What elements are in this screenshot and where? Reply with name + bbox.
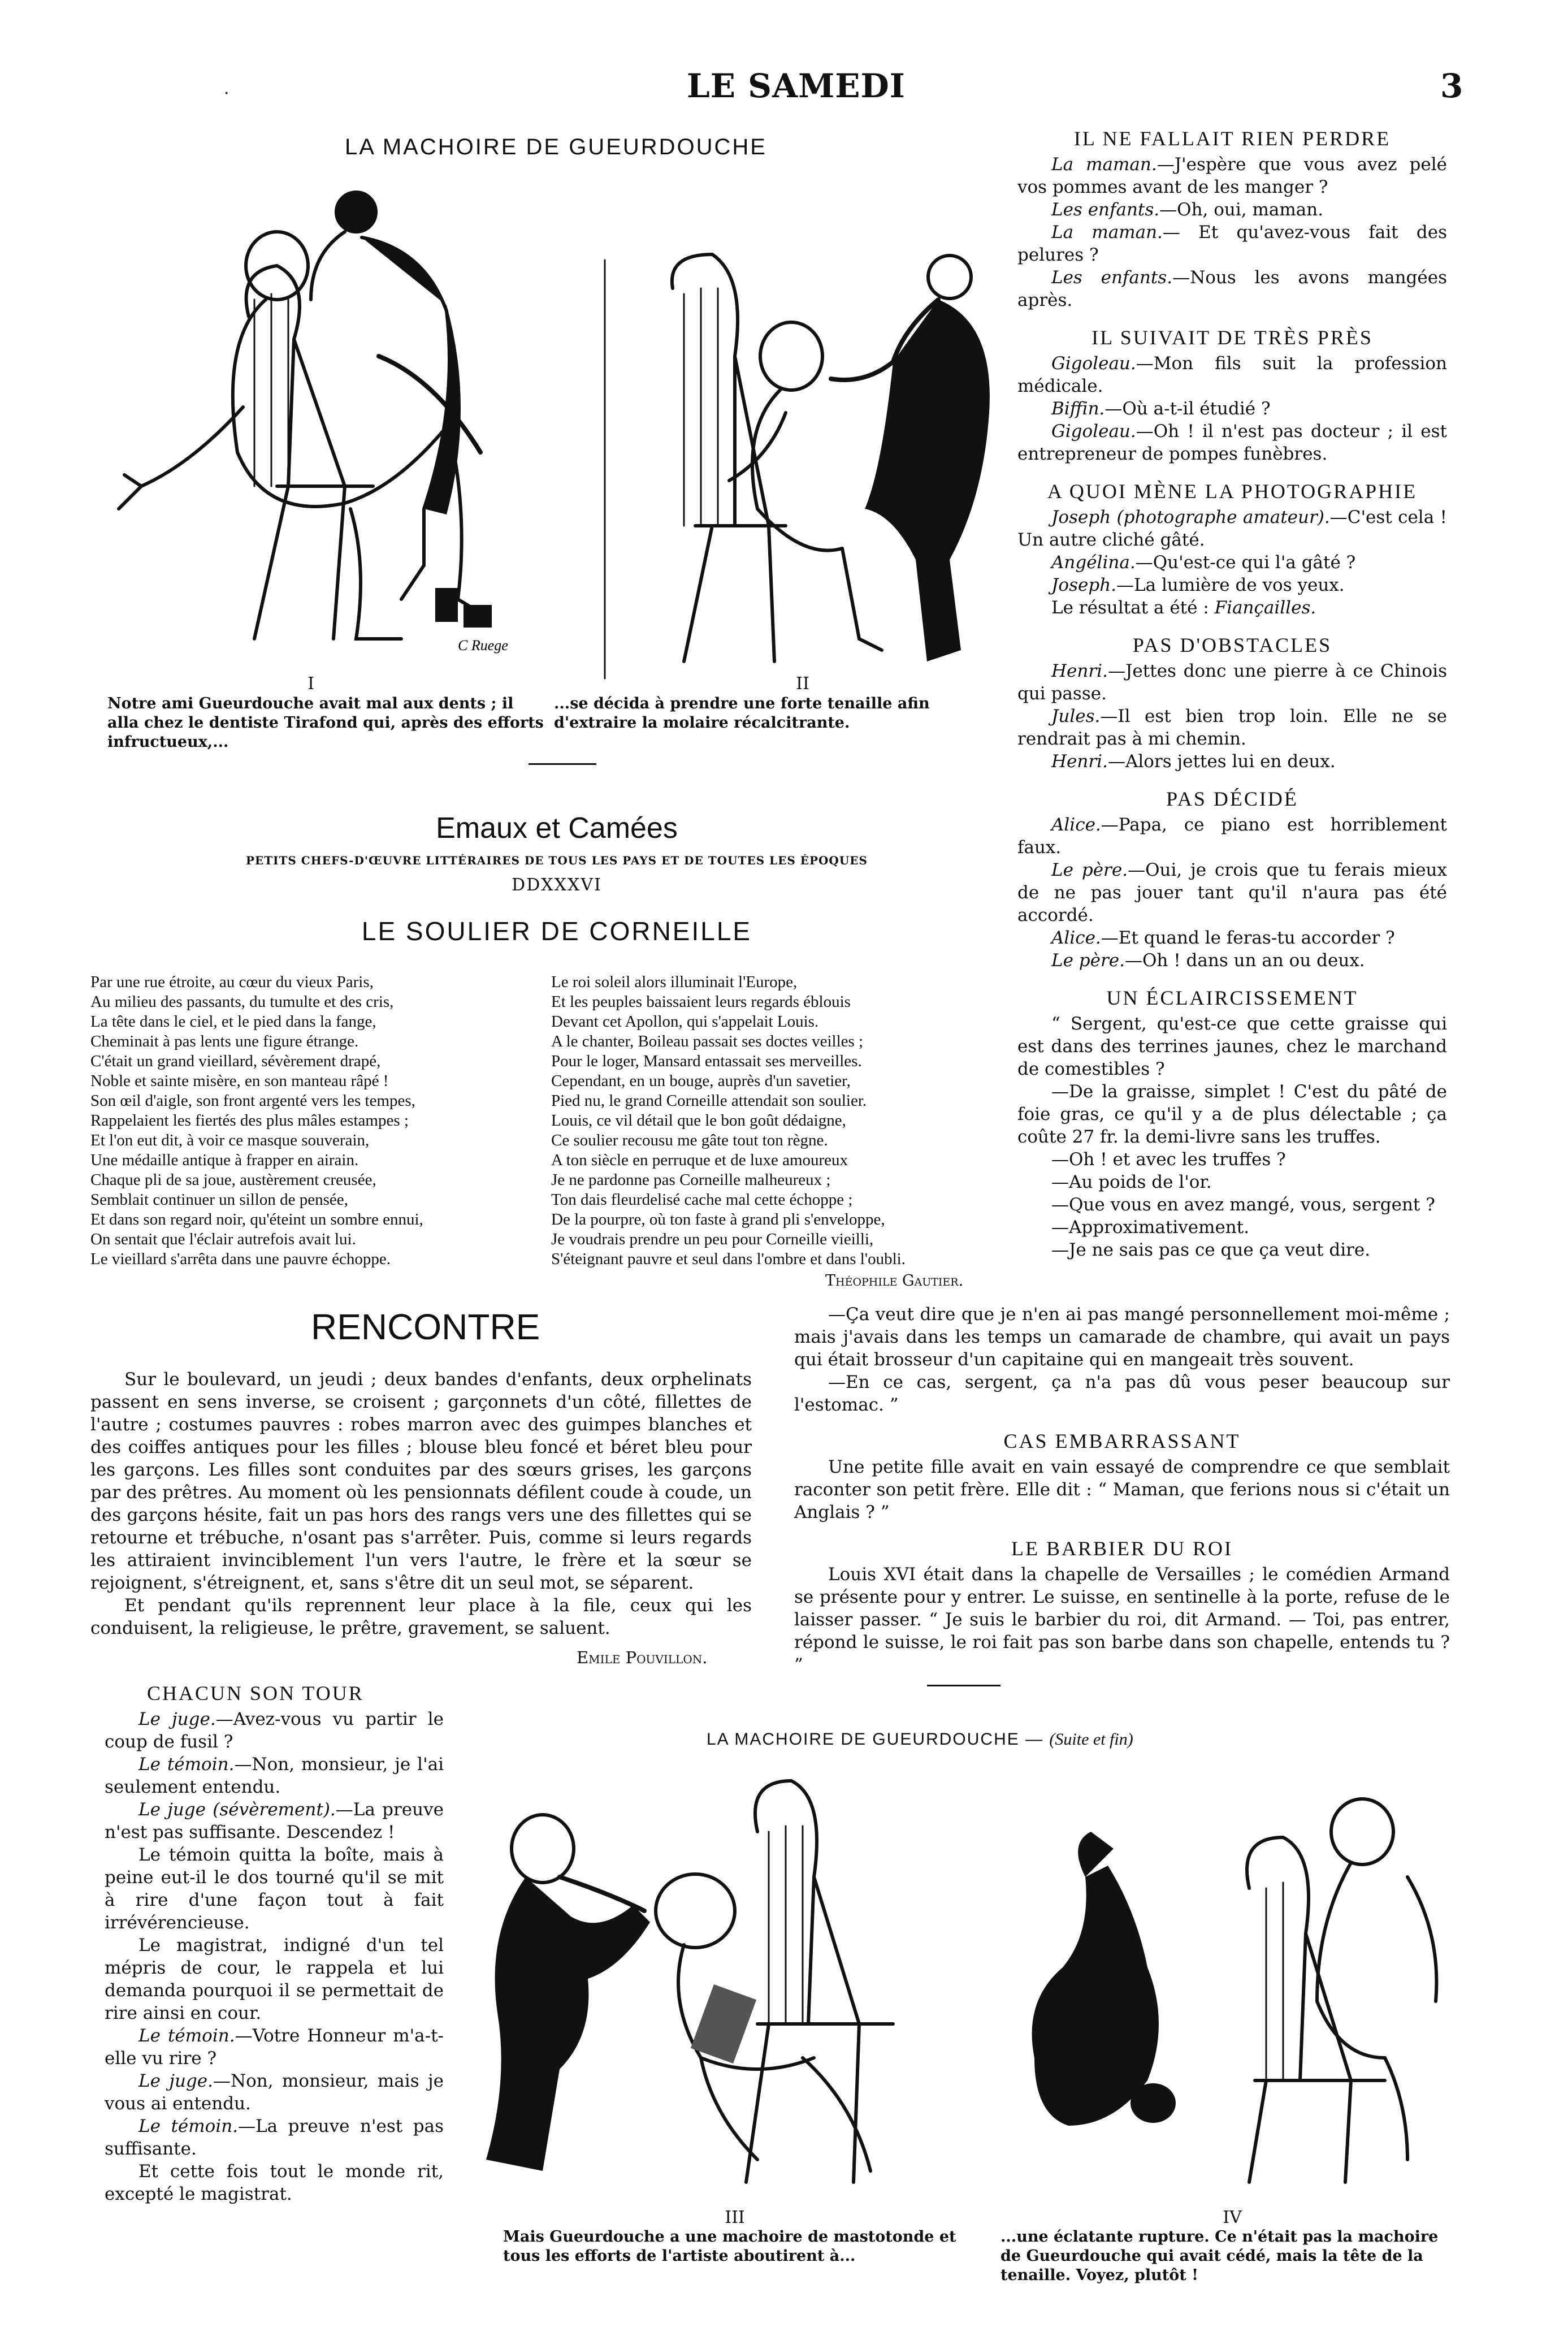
dialogue-line: La maman.—J'espère que vous avez pelé vos pommes avant de les manger ? bbox=[1017, 154, 1447, 197]
bottom-comic-title-note: (Suite et fin) bbox=[1049, 1730, 1133, 1749]
rencontre-title: RENCONTRE bbox=[311, 1307, 540, 1347]
panel-1-caption: Notre ami Gueurdouche avait mal aux dents ; il alla chez le dentiste Tirafond qui, après des efforts infructueux,... bbox=[107, 695, 544, 751]
dialogue-line: Les enfants.—Oh, oui, maman. bbox=[1051, 200, 1324, 220]
dialogue-line: Le résultat a été : Fiançailles. bbox=[1051, 598, 1316, 618]
dialogue-line: —Oh ! et avec les truffes ? bbox=[1051, 1149, 1286, 1170]
section-title: UN ÉCLAIRCISSEMENT bbox=[1106, 987, 1358, 1009]
dialogue-line: Gigoleau.—Mon fils suit la profession médicale. bbox=[1017, 353, 1447, 396]
newspaper-title: LE SAMEDI bbox=[687, 67, 906, 105]
poem-author: Théophile Gautier. bbox=[825, 1272, 964, 1290]
poem-line: Le roi soleil alors illuminait l'Europe, bbox=[551, 973, 798, 991]
stray-mark: · bbox=[224, 84, 229, 103]
dialogue-line: Alice.—Papa, ce piano est horriblement faux. bbox=[1017, 815, 1447, 858]
poem-line: Je ne pardonne pas Corneille malheureux ; bbox=[551, 1171, 831, 1189]
dialogue-line: —En ce cas, sergent, ça n'a pas dû vous peser beaucoup sur l'estomac. ” bbox=[794, 1372, 1450, 1415]
dialogue-line: Alice.—Et quand le feras-tu accorder ? bbox=[1051, 928, 1395, 948]
panel-2-caption: ...se décida à prendre une forte tenaille afin d'extraire la molaire récalcitrante. bbox=[554, 695, 930, 732]
poem-line: On sentait que l'éclair autrefois avait lui. bbox=[90, 1230, 356, 1248]
section-title: CAS EMBARRASSANT bbox=[1003, 1430, 1241, 1452]
comic-panel-1 bbox=[107, 170, 560, 661]
dialogue-line: —Approximativement. bbox=[1051, 1217, 1250, 1238]
section-title: PAS DÉCIDÉ bbox=[1166, 788, 1298, 810]
poem-line: A ton siècle en perruque et de luxe amoureux bbox=[551, 1151, 848, 1169]
panel-3-caption: Mais Gueurdouche a une machoire de mastotonde et tous les efforts de l'artiste aboutirent à... bbox=[503, 2228, 956, 2265]
panel-1-number: I bbox=[307, 674, 314, 694]
poem-line: Semblait continuer un sillon de pensée, bbox=[90, 1191, 348, 1209]
poem-line: Et dans son regard noir, qu'éteint un sombre ennui, bbox=[90, 1210, 423, 1228]
poem-line: Une médaille antique à frapper en airain. bbox=[90, 1151, 359, 1169]
poem-line: Le vieillard s'arrêta dans une pauvre échoppe. bbox=[90, 1250, 391, 1268]
poem-line: La tête dans le ciel, et le pied dans la fange, bbox=[90, 1013, 376, 1031]
poem-line: Cheminait à pas lents une figure étrange. bbox=[90, 1032, 359, 1050]
poem-line: De la pourpre, où ton faste à grand pli s'enveloppe, bbox=[551, 1210, 885, 1228]
bottom-comic-title-text: LA MACHOIRE DE GUEURDOUCHE — bbox=[707, 1730, 1044, 1749]
poem-column-1 bbox=[90, 972, 543, 1269]
dialogue-line: Le père.—Oh ! dans un an ou deux. bbox=[1051, 950, 1365, 971]
poem-line: Ce soulier recousu me gâte tout ton règne. bbox=[551, 1131, 828, 1149]
poem-line: Pour le loger, Mansard entassait ses merveilles. bbox=[551, 1052, 862, 1070]
dialogue-line: Le témoin quitta la boîte, mais à peine eut-il le dos tourné qu'il se mit à rire d'une façon tout à fait irrévérencieuse. bbox=[105, 1845, 444, 1933]
anecdote-text: Louis XVI était dans la chapelle de Versailles ; le comédien Armand se présente pour y entrer. Le suisse, en sentinelle à la porte, refuse de le laisser passer. “ Je suis le barbier du roi, dit Armand. — Toi, pas entrer, répond le suisse, le roi fait pas son barbe dans son chapelle, entends tu ? ” bbox=[794, 1564, 1450, 1675]
poem-line: Cependant, en un bouge, auprès d'un savetier, bbox=[551, 1072, 851, 1090]
divider bbox=[529, 763, 596, 765]
page-number: 3 bbox=[1440, 67, 1463, 105]
section-title: A QUOI MÈNE LA PHOTOGRAPHIE bbox=[1047, 480, 1418, 503]
panel-3-number: III bbox=[725, 2208, 745, 2227]
panel-4-caption: ...une éclatante rupture. Ce n'était pas la machoire de Gueurdouche qui avait cédé, mais la tête de la tenaille. Voyez, plutôt ! bbox=[1000, 2228, 1439, 2284]
section-title: LE BARBIER DU ROI bbox=[1011, 1537, 1233, 1560]
section-title: IL SUIVAIT DE TRÈS PRÈS bbox=[1091, 326, 1373, 349]
section-title: CHACUN SON TOUR bbox=[147, 1682, 364, 1705]
poem-line: Et les peuples baissaient leurs regards éblouis bbox=[551, 993, 851, 1011]
dialogue-line: —Au poids de l'or. bbox=[1051, 1172, 1212, 1192]
right-column-continued bbox=[794, 1303, 1450, 1676]
emaux-number: DDXXXVI bbox=[512, 875, 602, 895]
poem-line: Je voudrais prendre un peu pour Corneille vieilli, bbox=[551, 1230, 874, 1248]
dialogue-line: “ Sergent, qu'est-ce que cette graisse qui est dans des terrines jaunes, chez le marchand de comestibles ? bbox=[1017, 1014, 1447, 1079]
poem-column-2 bbox=[551, 972, 1015, 1269]
anecdote-text: Une petite fille avait en vain essayé de comprendre ce que semblait raconter son petit frère. Elle dit : “ Maman, que ferions nous si c'était un Anglais ? ” bbox=[794, 1457, 1450, 1522]
chacun-son-tour bbox=[105, 1682, 444, 2205]
poem-line: Au milieu des passants, du tumulte et des cris, bbox=[90, 993, 394, 1011]
dialogue-line: Joseph (photographe amateur).—C'est cela ! Un autre cliché gâté. bbox=[1017, 507, 1447, 550]
section-title: PAS D'OBSTACLES bbox=[1132, 634, 1332, 656]
bottom-comic-title bbox=[707, 1730, 1133, 1749]
poem-line: Ton dais fleurdelisé cache mal cette échoppe ; bbox=[551, 1191, 853, 1209]
dialogue-line: Henri.—Alors jettes lui en deux. bbox=[1051, 751, 1336, 772]
dialogue-line: Le magistrat, indigné d'un tel mépris de cour, le rappela et lui demanda pourquoi il se permettait de rire ainsi en cour. bbox=[105, 1935, 444, 2023]
rencontre-text bbox=[90, 1368, 752, 1639]
poem-line: A le chanter, Boileau passait ses doctes veilles ; bbox=[551, 1032, 864, 1050]
dialogue-line: Le témoin.—Votre Honneur m'a-t-elle vu rire ? bbox=[105, 2026, 444, 2069]
dialogue-line: Le juge.—Avez-vous vu partir le coup de fusil ? bbox=[105, 1709, 444, 1752]
divider bbox=[927, 1685, 1000, 1686]
dialogue-line: Henri.—Jettes donc une pierre à ce Chinois qui passe. bbox=[1017, 661, 1447, 704]
dialogue-line: Angélina.—Qu'est-ce qui l'a gâté ? bbox=[1051, 552, 1356, 573]
poem-title: LE SOULIER DE CORNEILLE bbox=[361, 916, 752, 946]
rencontre-paragraph: Sur le boulevard, un jeudi ; deux bandes d'enfants, deux orphelinats passent en sens inverse, se croisent ; garçonnets d'un côté, fillettes de l'autre ; costumes pauvres : robes marron avec des guimpes blanches et des coiffes antiques pour les filles ; blouse bleu foncé et béret bleu pour les garçons. Les filles sont conduites par des sœurs grises, les garçons par des prêtres. Au moment où les pensionnats défilent coude à coude, un des garçons hésite, fait un pas hors des rangs vers une des fillettes qui se retourne et trébuche, n'osant pas s'arrêter. Puis, comme si leurs regards les attiraient invinciblement l'un vers l'autre, le frère et la sœur se rejoignent, s'étreignent, et, sans s'être dit un seul mot, se séparent. bbox=[90, 1369, 752, 1593]
right-column bbox=[1017, 127, 1447, 1261]
poem-line: Son œil d'aigle, son front argenté vers les tempes, bbox=[90, 1092, 415, 1110]
poem-line: Louis, ce vil détail que le bon goût dédaigne, bbox=[551, 1111, 846, 1130]
dialogue-line: Biffin.—Où a-t-il étudié ? bbox=[1051, 399, 1271, 419]
dialogue-line: —Je ne sais pas ce que ça veut dire. bbox=[1051, 1240, 1371, 1260]
poem-line: Noble et sainte misère, en son manteau râpé ! bbox=[90, 1072, 389, 1090]
dialogue-line: Jules.—Il est bien trop loin. Elle ne se rendrait pas à mi chemin. bbox=[1017, 706, 1447, 749]
dialogue-line: Joseph.—La lumière de vos yeux. bbox=[1051, 575, 1345, 595]
poem-line: Chaque pli de sa joue, austèrement creusée, bbox=[90, 1171, 376, 1189]
poem-line: Devant cet Apollon, qui s'appelait Louis. bbox=[551, 1013, 819, 1031]
dialogue-line: —De la graisse, simplet ! C'est du pâté de foie gras, ce qu'il y a de plus délectable ; ça coûte 27 fr. la demi-livre sans les truffes. bbox=[1017, 1082, 1447, 1147]
dialogue-line: —Ça veut dire que je n'en ai pas mangé personnellement moi-même ; mais j'avais dans les temps un camarade de chambre, qui avait un pays qui était brosseur d'un capitaine qui en mangeait très souvent. bbox=[794, 1304, 1450, 1370]
poem-line: Pied nu, le grand Corneille attendait son soulier. bbox=[551, 1092, 867, 1110]
poem-line: S'éteignant pauvre et seul dans l'ombre et dans l'oubli. bbox=[551, 1250, 906, 1268]
dialogue-line: Le témoin.—La preuve n'est pas suffisante. bbox=[105, 2116, 444, 2159]
comic-panel-3 bbox=[464, 1764, 972, 2205]
dialogue-line: —Que vous en avez mangé, vous, sergent ? bbox=[1051, 1195, 1435, 1215]
dialogue-line: La maman.— Et qu'avez-vous fait des pelures ? bbox=[1017, 222, 1447, 265]
poem-line: Rappelaient les fiertés des plus mâles estampes ; bbox=[90, 1111, 409, 1130]
dialogue-line: Et cette fois tout le monde rit, excepté le magistrat. bbox=[105, 2161, 444, 2204]
dialogue-line: Le père.—Oui, je crois que tu ferais mieux de ne pas jouer tant qu'il n'aura pas été accordé. bbox=[1017, 860, 1447, 925]
rencontre-author: Emile Pouvillon. bbox=[577, 1648, 708, 1667]
panel-4-number: IV bbox=[1223, 2208, 1242, 2227]
poem-line: Et l'on eut dit, à voir ce masque souverain, bbox=[90, 1131, 370, 1149]
poem-line: C'était un grand vieillard, sévèrement drapé, bbox=[90, 1052, 381, 1070]
dialogue-line: Gigoleau.—Oh ! il n'est pas docteur ; il est entrepreneur de pompes funèbres. bbox=[1017, 421, 1447, 464]
rencontre-paragraph: Et pendant qu'ils reprennent leur place à la file, ceux qui les conduisent, la religieuse, le prêtre, gravement, se saluent. bbox=[90, 1595, 752, 1638]
emaux-subtitle: PETITS CHEFS-D'ŒUVRE LITTÉRAIRES DE TOUS LES PAYS ET DE TOUTES LES ÉPOQUES bbox=[246, 854, 868, 867]
dialogue-line: Les enfants.—Nous les avons mangées après. bbox=[1017, 267, 1447, 310]
emaux-title: Emaux et Camées bbox=[436, 812, 678, 845]
signature: C Ruege bbox=[458, 637, 508, 654]
dialogue-line: Le juge (sévèrement).—La preuve n'est pas suffisante. Descendez ! bbox=[105, 1799, 444, 1842]
comic-panel-4 bbox=[1000, 1764, 1464, 2205]
comic-panel-2 bbox=[599, 243, 1006, 684]
panel-2-number: II bbox=[796, 674, 809, 694]
dialogue-line: Le témoin.—Non, monsieur, je l'ai seulement entendu. bbox=[105, 1754, 444, 1797]
poem-line: Par une rue étroite, au cœur du vieux Paris, bbox=[90, 973, 374, 991]
section-title: IL NE FALLAIT RIEN PERDRE bbox=[1073, 127, 1391, 150]
dialogue-line: Le juge.—Non, monsieur, mais je vous ai entendu. bbox=[105, 2071, 444, 2114]
top-comic-title: LA MACHOIRE DE GUEURDOUCHE bbox=[345, 135, 767, 159]
